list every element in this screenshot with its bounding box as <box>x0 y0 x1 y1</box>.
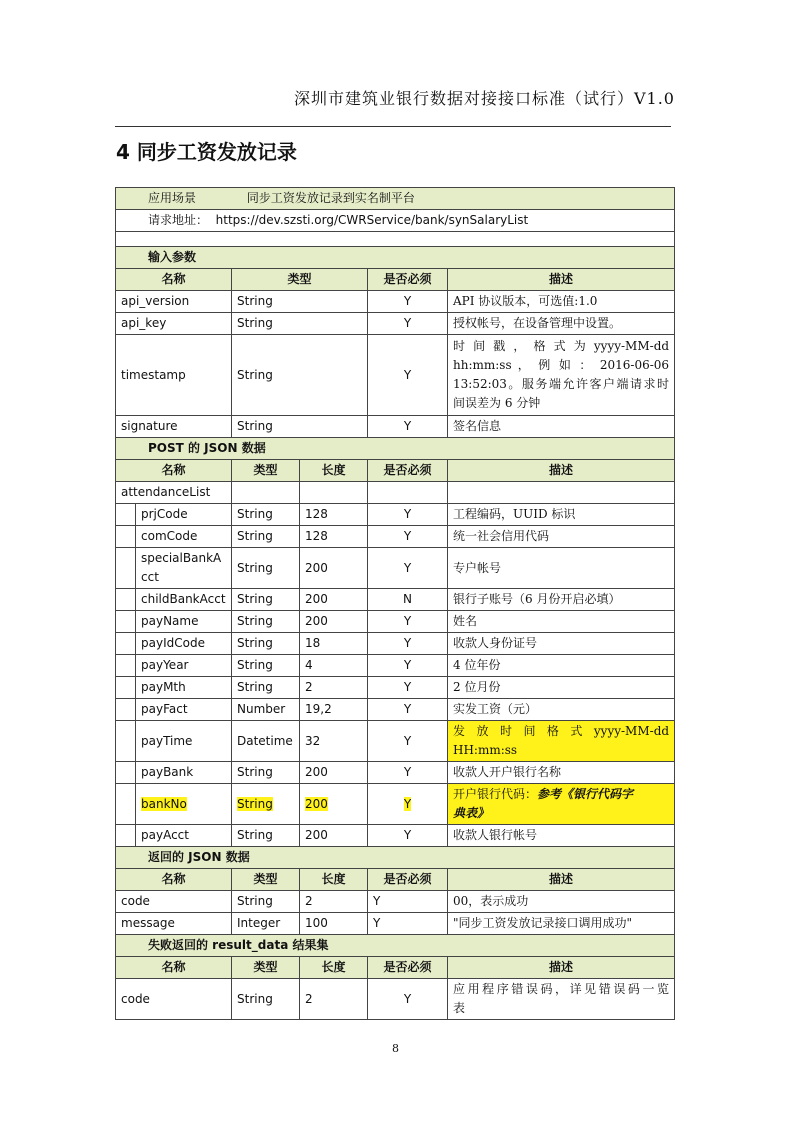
desc-line: 应用程序错误码，详见错误码一览 <box>453 982 670 996</box>
column-header: 描述 <box>448 957 675 979</box>
field-type: String <box>232 979 300 1020</box>
document-header: 深圳市建筑业银行数据对接接口标准（试行）V1.0 <box>293 89 675 108</box>
field-name: payBank <box>136 762 232 784</box>
table-row <box>116 335 675 416</box>
table-row <box>116 611 675 633</box>
table-row <box>116 762 675 784</box>
field-desc: 收款人身份证号 <box>448 633 675 655</box>
field-required: Y <box>368 677 448 699</box>
field-type: String <box>232 633 300 655</box>
desc-reference: 参考《银行代码字 <box>537 787 634 801</box>
field-desc: 统一社会信用代码 <box>448 526 675 548</box>
desc-line: 时 间 戳 ， 格 式 为 yyyy-MM-dd <box>453 339 670 353</box>
field-desc: 专户帐号 <box>448 548 675 589</box>
column-header: 是否必须 <box>368 269 448 291</box>
field-desc: 4 位年份 <box>448 655 675 677</box>
field-type: String <box>232 655 300 677</box>
scene-value: 同步工资发放记录到实名制平台 <box>246 191 415 205</box>
field-type: String <box>232 504 300 526</box>
field-type: String <box>232 762 300 784</box>
field-desc-highlighted <box>448 784 675 825</box>
field-name: message <box>116 913 232 935</box>
column-header: 类型 <box>232 957 300 979</box>
field-required: Y <box>368 721 448 762</box>
spacer-row <box>116 232 675 247</box>
field-required: Y <box>368 825 448 847</box>
field-length: 2 <box>300 677 368 699</box>
field-required: Y <box>368 979 448 1020</box>
post-section-row <box>116 438 675 460</box>
field-length: 4 <box>300 655 368 677</box>
field-desc-highlighted <box>448 721 675 762</box>
field-name: payIdCode <box>136 633 232 655</box>
field-desc: 00，表示成功 <box>448 891 675 913</box>
table-row <box>116 548 675 589</box>
table-row <box>116 825 675 847</box>
param-type: String <box>232 335 368 416</box>
field-type: Datetime <box>232 721 300 762</box>
return-section-row <box>116 847 675 869</box>
param-desc: 授权帐号，在设备管理中设置。 <box>448 313 675 335</box>
table-row <box>116 482 675 504</box>
desc-line: 间误差为 6 分钟 <box>453 396 541 410</box>
field-name: payYear <box>136 655 232 677</box>
desc-line: 13:52:03。服务端允许客户端请求时 <box>453 377 670 391</box>
desc-line: 发 放 时 间 格 式 yyyy-MM-dd <box>453 724 670 738</box>
column-header: 类型 <box>232 869 300 891</box>
field-length: 2 <box>300 891 368 913</box>
table-row <box>116 313 675 335</box>
url-label: 请求地址： <box>148 213 209 227</box>
field-type: String <box>232 784 300 825</box>
field-type: String <box>232 526 300 548</box>
fail-header-row <box>116 957 675 979</box>
field-type: String <box>232 891 300 913</box>
table-row <box>116 291 675 313</box>
field-type: Number <box>232 699 300 721</box>
field-desc <box>448 979 675 1020</box>
field-length: 200 <box>300 762 368 784</box>
field-required: Y <box>368 504 448 526</box>
field-length: 18 <box>300 633 368 655</box>
table-row <box>116 677 675 699</box>
field-name: payTime <box>136 721 232 762</box>
scene-label: 应用场景 <box>148 191 197 205</box>
param-name: api_key <box>116 313 232 335</box>
field-type: String <box>232 548 300 589</box>
field-required: Y <box>368 611 448 633</box>
field-name: code <box>116 891 232 913</box>
column-header: 长度 <box>300 460 368 482</box>
param-name: signature <box>116 416 232 438</box>
parent-field-name: attendanceList <box>116 482 232 504</box>
desc-line: hh:mm:ss ， 例 如 ： 2016-06-06 <box>453 358 670 372</box>
field-length: 200 <box>300 784 368 825</box>
field-name: payAcct <box>136 825 232 847</box>
column-header: 描述 <box>448 460 675 482</box>
field-desc: 2 位月份 <box>448 677 675 699</box>
column-header: 描述 <box>448 269 675 291</box>
desc-reference: 典表》 <box>453 806 490 820</box>
field-length: 19,2 <box>300 699 368 721</box>
field-name: code <box>116 979 232 1020</box>
desc-line: HH:mm:ss <box>453 743 518 757</box>
field-length: 100 <box>300 913 368 935</box>
field-name: payFact <box>136 699 232 721</box>
column-header: 类型 <box>232 269 368 291</box>
return-header-row <box>116 869 675 891</box>
field-desc: 工程编码，UUID 标识 <box>448 504 675 526</box>
param-type: String <box>232 313 368 335</box>
table-row <box>116 979 675 1020</box>
section-title: 4 同步工资发放记录 <box>116 140 297 164</box>
param-required: Y <box>368 291 448 313</box>
field-type: String <box>232 677 300 699</box>
field-length: 2 <box>300 979 368 1020</box>
column-header: 名称 <box>116 460 232 482</box>
field-name: specialBankAcct <box>136 548 232 589</box>
param-required: Y <box>368 416 448 438</box>
field-name: comCode <box>136 526 232 548</box>
field-type: String <box>232 589 300 611</box>
field-name: bankNo <box>136 784 232 825</box>
input-header-row <box>116 269 675 291</box>
table-row-highlighted <box>116 784 675 825</box>
field-length: 200 <box>300 825 368 847</box>
field-required: Y <box>368 762 448 784</box>
field-length: 200 <box>300 548 368 589</box>
field-length: 200 <box>300 611 368 633</box>
post-header-row <box>116 460 675 482</box>
api-spec-table <box>115 187 675 1020</box>
desc-prefix: 开户银行代码： <box>453 787 538 801</box>
field-length: 200 <box>300 589 368 611</box>
table-row <box>116 891 675 913</box>
table-row <box>116 504 675 526</box>
url-row <box>116 210 675 232</box>
desc-line: 表 <box>453 1001 466 1015</box>
param-desc: API 协议版本，可选值:1.0 <box>448 291 675 313</box>
fail-section-title: 失败返回的 result_data 结果集 <box>116 935 675 957</box>
table-row <box>116 913 675 935</box>
field-name: prjCode <box>136 504 232 526</box>
column-header: 是否必须 <box>368 460 448 482</box>
field-length: 32 <box>300 721 368 762</box>
header-divider <box>115 126 671 127</box>
column-header: 名称 <box>116 269 232 291</box>
url-value: https://dev.szsti.org/CWRService/bank/synSalaryList <box>215 213 529 227</box>
return-section-title: 返回的 JSON 数据 <box>116 847 675 869</box>
field-desc: "同步工资发放记录接口调用成功" <box>448 913 675 935</box>
field-required: Y <box>368 699 448 721</box>
fail-section-row <box>116 935 675 957</box>
table-row <box>116 526 675 548</box>
field-required: Y <box>368 913 448 935</box>
param-required: Y <box>368 313 448 335</box>
table-row <box>116 699 675 721</box>
field-required: Y <box>368 548 448 589</box>
param-name: api_version <box>116 291 232 313</box>
column-header: 名称 <box>116 869 232 891</box>
field-desc: 收款人开户银行名称 <box>448 762 675 784</box>
page-number: 8 <box>392 1042 399 1055</box>
field-name: payMth <box>136 677 232 699</box>
input-section-title: 输入参数 <box>116 247 675 269</box>
field-required: Y <box>368 891 448 913</box>
param-required: Y <box>368 335 448 416</box>
field-required: Y <box>368 784 448 825</box>
param-desc: 签名信息 <box>448 416 675 438</box>
field-required: Y <box>368 655 448 677</box>
column-header: 长度 <box>300 957 368 979</box>
field-desc: 收款人银行帐号 <box>448 825 675 847</box>
field-name: childBankAcct <box>136 589 232 611</box>
scene-row <box>116 188 675 210</box>
field-type: String <box>232 611 300 633</box>
column-header: 类型 <box>232 460 300 482</box>
column-header: 是否必须 <box>368 869 448 891</box>
column-header: 描述 <box>448 869 675 891</box>
field-type: String <box>232 825 300 847</box>
column-header: 名称 <box>116 957 232 979</box>
column-header: 是否必须 <box>368 957 448 979</box>
input-section-row <box>116 247 675 269</box>
table-row <box>116 655 675 677</box>
field-length: 128 <box>300 504 368 526</box>
column-header: 长度 <box>300 869 368 891</box>
table-row <box>116 416 675 438</box>
param-type: String <box>232 291 368 313</box>
table-row <box>116 633 675 655</box>
param-type: String <box>232 416 368 438</box>
field-length: 128 <box>300 526 368 548</box>
field-required: N <box>368 589 448 611</box>
post-section-title: POST 的 JSON 数据 <box>116 438 675 460</box>
param-desc <box>448 335 675 416</box>
field-name: payName <box>136 611 232 633</box>
field-desc: 实发工资（元） <box>448 699 675 721</box>
field-required: Y <box>368 526 448 548</box>
param-name: timestamp <box>116 335 232 416</box>
table-row <box>116 721 675 762</box>
field-type: Integer <box>232 913 300 935</box>
field-required: Y <box>368 633 448 655</box>
table-row <box>116 589 675 611</box>
field-desc: 姓名 <box>448 611 675 633</box>
field-desc: 银行子账号（6 月份开启必填） <box>448 589 675 611</box>
